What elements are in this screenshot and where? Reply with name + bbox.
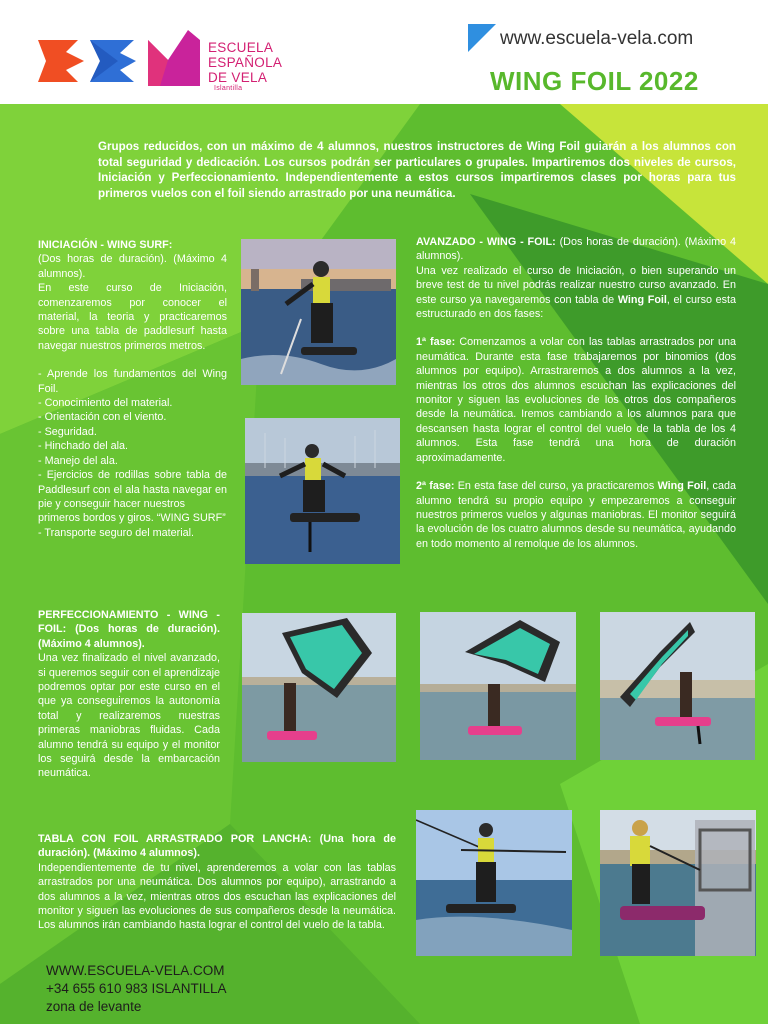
iniciacion-body: En este curso de Iniciación, comenzaremos por conocer el material, la teoria y practicaremos sobre una tabla de paddlesurf hasta navegar nuestros primeros metros. [38,282,227,352]
contact-phone[interactable]: +34 655 610 983 ISLANTILLA [46,981,227,996]
avanzado-title: AVANZADO - WING - FOIL: [416,236,556,248]
avanzado-body-end: , el curso esta estructurado en dos fases: [416,293,736,321]
fase-1-text: Comenzamos a volar con las tablas arrastrados por una neumática. Durante esta fase trabajaremos por binomios (dos alumnos por equipo). Arrastraremos a dos alumnos a la vez, mientras los otros dos alumnos escuchan las explicaciones del monitor y siguen las evoluciones de los otros dos compañeros desde la neumática. Iremos cambiando a los alumnos para que descansen hasta lograr el control del vuelo de la tabla de los 4 alumnos. Esta fase tendrá una hora de duración aproximadamente. [416,336,736,464]
fase-2-text-end: , cada alumno tendrá su propio equipo y empezaremos a conseguir nuestros primeros vuelos y algunas maniobras. El monitor seguirá la evolución de los cuatro alumnos desde su neumática, ayudando en todo momento al remolque de los alumnos. [416,480,736,550]
fase-2-text: En esta fase del curso, ya practicaremos [454,480,658,493]
perfeccionamiento-title: PERFECCIONAMIENTO - WING - FOIL: (Dos horas de duración). (Máximo 4 alumnos). [38,609,220,650]
list-item: primeros bordos y giros. “WING SURF” [38,512,226,525]
logo-line-2: ESPAÑOLA [208,55,283,70]
logo-location: Islantilla [214,85,243,92]
list-item: - Aprende los fundamentos del Wing Foil. [38,368,227,395]
lancha-title: TABLA CON FOIL ARRASTRADO POR LANCHA: (Una hora de duración). (Máximo 4 alumnos). [38,833,396,860]
perfeccionamiento-section [38,608,220,781]
avanzado-subtitle: (Dos horas de duración). (Máximo 4 alumnos). [416,236,736,263]
iniciacion-subtitle: (Dos horas de duración). (Máximo 4 alumnos). [38,253,227,280]
iniciacion-section [38,238,227,540]
logo-line-3: DE VELA [208,70,268,85]
iniciacion-title: INICIACIÓN - WING SURF: [38,239,173,251]
contact-block [46,962,227,1016]
intro-paragraph: Grupos reducidos, con un máximo de 4 alumnos, nuestros instructores de Wing Foil guiarán a los alumnos con total seguridad y dedicación. Los cursos podrán ser particulares o grupales. Impartiremos dos niveles de cursos, Iniciación y Perfeccionamiento. Independientemente a estos cursos impartiremos clases por horas para tus primeros vuelos con el foil siendo arrastrado por una neumática. [98,140,736,200]
perfeccionamiento-body: Una vez finalizado el nivel avanzado, si queremos seguir con el aprendizaje podremos optar por este curso en el que ya conseguiremos la autonomía total y realizaremos nuestras primeras maniobras fluidas. Cada alumno tendrá su equipo y el monitor los seguirá desde la embarcación neumática. [38,652,220,780]
list-item: - Hinchado del ala. [38,440,129,453]
photo-wing-rider-3 [600,612,755,760]
page-header [0,0,768,104]
logo-line-1: ESCUELA [208,40,274,55]
list-item: - Conocimiento del material. [38,397,173,410]
school-logo-icon [38,30,203,92]
list-item: - Ejercicios de rodillas sobre tabla de Paddlesurf con el ala hasta navegar en pie y conseguir hacer nuestros [38,469,227,510]
avanzado-section [416,235,736,551]
page-title: WING FOIL 2022 [490,66,699,96]
lancha-section [38,832,396,933]
avanzado-body-text: Una vez realizado el curso de Iniciación, o bien superando un breve test de tu nivel podrás realizar nuestro curso avanzado. En este curso ya navegaremos con tabla de [416,264,736,306]
avanzado-body-bold: Wing Foil [617,293,667,306]
photo-foil-harbour [245,418,400,564]
contact-area: zona de levante [46,999,142,1014]
avanzado-body [416,264,736,322]
list-item: - Seguridad. [38,425,97,438]
fase-1-label: 1ª fase: [416,336,456,349]
photo-wing-rider-1 [242,613,396,762]
photo-boat-tow [600,810,756,956]
fase-2-bold: Wing Foil [657,480,707,493]
fase-2-label: 2ª fase: [416,480,455,493]
photo-towed-foil [416,810,572,956]
logo-wordmark [208,40,282,93]
photo-student-on-foil-board [241,239,396,385]
photo-wing-rider-2 [420,612,576,760]
website-url[interactable]: www.escuela-vela.com [500,28,694,49]
list-item: - Orientación con el viento. [38,411,167,424]
list-item: - Transporte seguro del material. [38,526,195,539]
fase-2-paragraph [416,479,736,551]
fase-1-paragraph [416,335,736,465]
lancha-body: Independientemente de tu nivel, aprenderemos a volar con las tablas arrastrados por una neumática. Dos alumnos por equipo), arrastrando a dos alumnos a la vez, mientras otros dos escuchan las explicaciones del monitor y siguen las evoluciones de sus compañeros desde la neumática. Los alumnos irán cambiando hasta lograr el control del vuelo de la tabla. [38,861,396,932]
list-item: - Manejo del ala. [38,454,118,467]
contact-website[interactable]: WWW.ESCUELA-VELA.COM [46,963,225,978]
iniciacion-list [38,367,227,540]
triangle-icon [468,24,496,52]
